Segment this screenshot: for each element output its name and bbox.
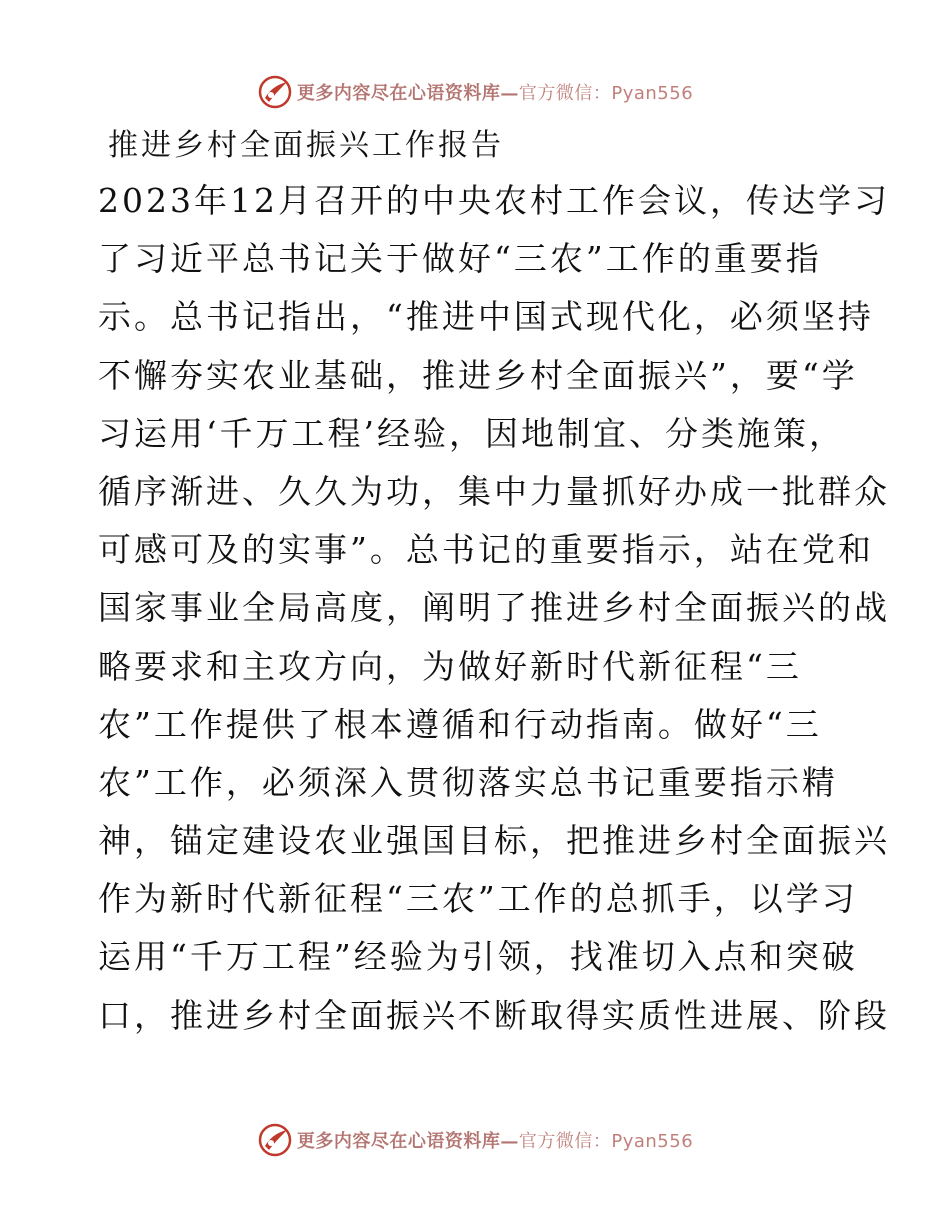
body-line: 习运用‘千万工程’经验，因地制宜、分类施策， bbox=[98, 413, 845, 453]
document-title: 推进乡村全面振兴工作报告 bbox=[108, 128, 504, 163]
body-line: 作为新时代新征程“三农”工作的总抓手，以学习 bbox=[98, 879, 858, 919]
body-line: 可感可及的实事”。总书记的重要指示，站在党和 bbox=[98, 530, 874, 570]
body-line: 运用“千万工程”经验为引领，找准切入点和突破 bbox=[98, 937, 858, 977]
body-line: 示。总书记指出，“推进中国式现代化，必须坚持 bbox=[98, 297, 874, 337]
header-wechat: 官方微信：Pyan556 bbox=[518, 83, 694, 104]
body-line: 农”工作，必须深入贯彻落实总书记重要指示精 bbox=[98, 762, 838, 802]
header-banner bbox=[0, 70, 950, 114]
body-line: 不懈夯实农业基础，推进乡村全面振兴”，要“学 bbox=[98, 355, 858, 395]
body-line: 了习近平总书记关于做好“三农”工作的重要指 bbox=[98, 239, 822, 279]
body-line: 国家事业全局高度，阐明了推进乡村全面振兴的战 bbox=[98, 588, 890, 628]
brand-logo-icon bbox=[257, 74, 293, 110]
footer-banner bbox=[0, 1118, 950, 1162]
document-body bbox=[98, 172, 890, 1045]
body-line: 循序渐进、久久为功，集中力量抓好办成一批群众 bbox=[98, 471, 890, 511]
body-line: 农”工作提供了根本遵循和行动指南。做好“三 bbox=[98, 704, 822, 744]
body-line: 2023年12月召开的中央农村工作会议，传达学习 bbox=[98, 181, 890, 220]
footer-banner-text bbox=[297, 1127, 693, 1153]
body-line: 神，锚定建设农业强国目标，把推进乡村全面振兴 bbox=[98, 821, 890, 861]
footer-wechat: 官方微信：Pyan556 bbox=[518, 1131, 694, 1152]
footer-separator: — bbox=[500, 1131, 519, 1152]
body-line: 略要求和主攻方向，为做好新时代新征程“三 bbox=[98, 646, 802, 686]
header-brand: 更多内容尽在心语资料库 bbox=[296, 83, 501, 104]
footer-banner-content bbox=[257, 1122, 693, 1158]
header-banner-text bbox=[297, 79, 693, 105]
header-banner-content bbox=[257, 74, 693, 110]
brand-logo-icon bbox=[257, 1122, 293, 1158]
header-separator: — bbox=[500, 83, 519, 104]
footer-brand: 更多内容尽在心语资料库 bbox=[296, 1131, 501, 1152]
body-line: 口，推进乡村全面振兴不断取得实质性进展、阶段 bbox=[98, 995, 890, 1035]
